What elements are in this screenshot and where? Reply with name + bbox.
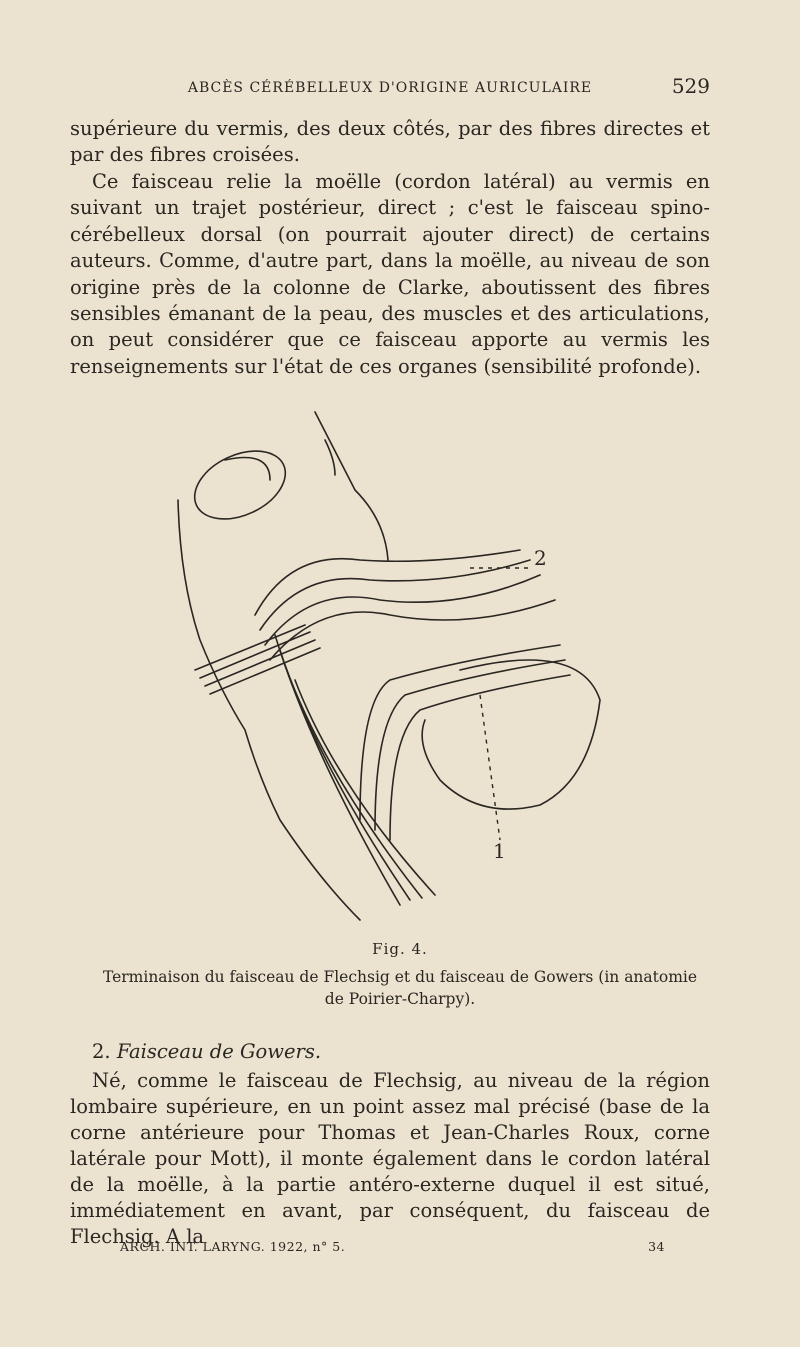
figure-caption: Terminaison du faisceau de Flechsig et du faisceau de Gowers (in anatomie de Poirier-Charpy). [102, 968, 698, 1008]
page-footer [120, 1239, 665, 1259]
upper-stem-line [315, 412, 388, 560]
fibre-8 [295, 680, 435, 895]
paragraph-2: Ce faisceau relie la moëlle (cordon latéral) au vermis en suivant un trajet postérieur, direct ; c'est le faisceau spino-cérébelleux dorsal (on pourrait ajouter direct) de certains auteurs. Comme, d'autre part, dans la moëlle, au niveau de son origine près de la colonne de Clarke, aboutissent des fibres sensibles émanant de la peau, des muscles et des articulations, on peut considérer que ce faisceau apporte au vermis les renseignements sur l'état de ces organes (sensibilité profonde). [70, 170, 710, 378]
fibre-7 [285, 665, 422, 898]
paragraph-3: Né, comme le faisceau de Flechsig, au niveau de la région lombaire supérieure, en un point assez mal précisé (base de la corne antérieure pour Thomas et Jean-Charles Roux, corne latérale pour Mott), il monte également dans le cordon latéral de la moëlle, à la partie antéro-externe duquel il est situé, immédiatement en avant, par conséquent, du faisceau de Flechsig. A la [70, 1069, 710, 1248]
fibre-6 [280, 650, 410, 900]
marker-2: 2 [534, 546, 547, 570]
section-number: 2. [92, 1040, 111, 1063]
inner-curve-2 [375, 660, 565, 830]
inner-curve-1 [360, 645, 560, 820]
inner-curve-3 [390, 675, 570, 840]
page-header [70, 74, 710, 104]
footer-journal: ARCH. INT. LARYNG. 1922, n° 5. [120, 1239, 346, 1254]
leader-line-1 [480, 695, 500, 840]
fibre-2 [260, 560, 530, 630]
section-heading [92, 1040, 321, 1063]
figure-label: Fig. 4. [372, 940, 428, 958]
fibre-5 [275, 635, 400, 905]
paragraph-1: supérieure du vermis, des deux côtés, par des fibres directes et par des fibres croisées. [70, 117, 710, 167]
running-title: ABCÈS CÉRÉBELLEUX D'ORIGINE AURICULAIRE [187, 80, 593, 96]
footer-sheet-number: 34 [648, 1239, 665, 1254]
section-title: Faisceau de Gowers. [116, 1040, 322, 1063]
oval-section [184, 438, 296, 533]
fibre-3 [265, 575, 540, 645]
marker-1: 1 [493, 839, 506, 863]
figure-drawing [160, 400, 630, 930]
page-number: 529 [671, 74, 710, 98]
left-outer-contour [178, 500, 360, 920]
